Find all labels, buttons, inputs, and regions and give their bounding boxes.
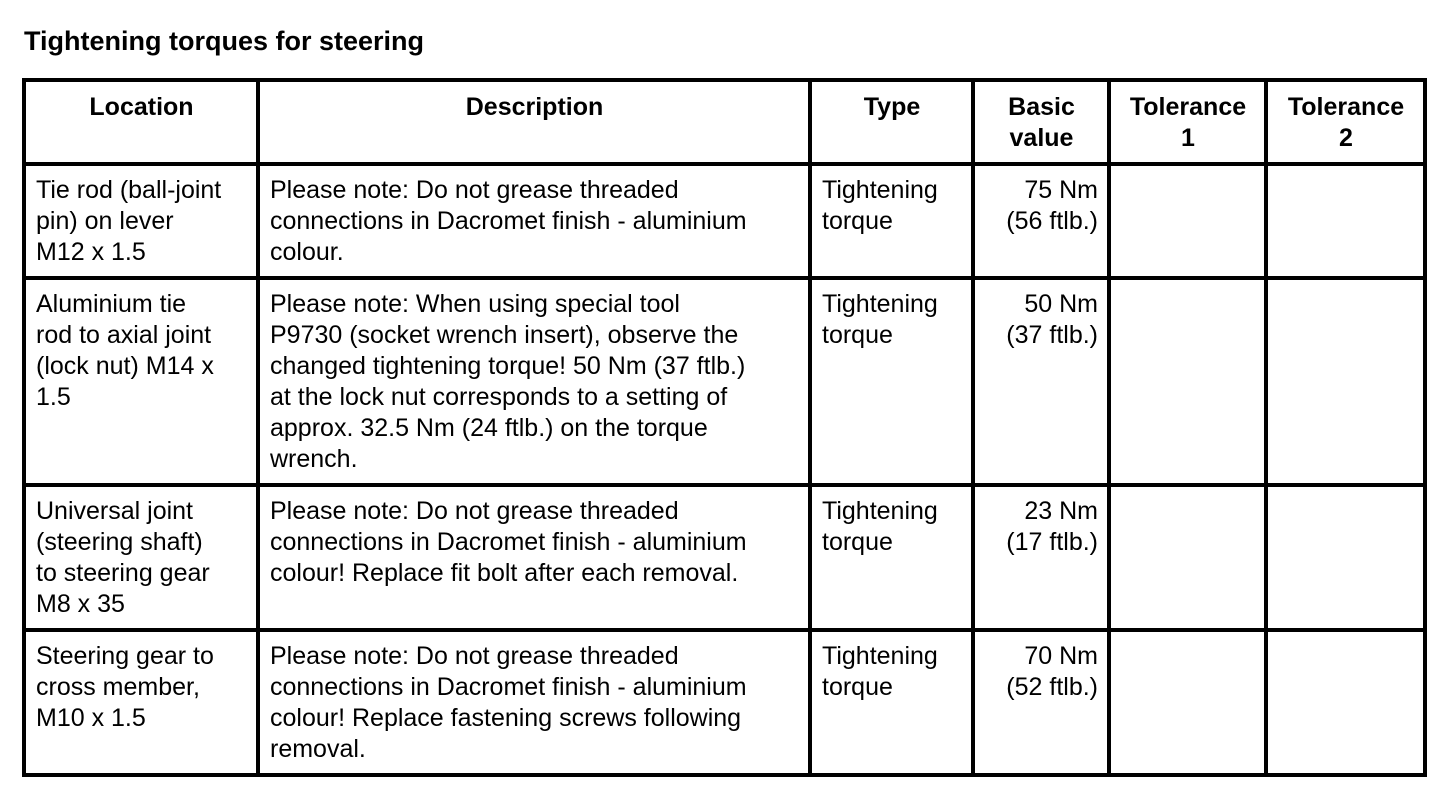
type-cell: Tightening torque	[810, 630, 973, 775]
header-basic-value: Basic value	[973, 80, 1109, 164]
type-cell: Tightening torque	[810, 485, 973, 630]
basic-value-cell: 50 Nm (37 ftlb.)	[973, 278, 1109, 485]
tolerance-2-cell	[1266, 278, 1425, 485]
basic-value-cell: 70 Nm (52 ftlb.)	[973, 630, 1109, 775]
location-cell: Aluminium tie rod to axial joint (lock nut) M14 x 1.5	[24, 278, 258, 485]
tolerance-2-cell	[1266, 630, 1425, 775]
type-cell: Tightening torque	[810, 164, 973, 278]
location-cell: Steering gear to cross member, M10 x 1.5	[24, 630, 258, 775]
tolerance-1-cell	[1109, 630, 1266, 775]
type-cell: Tightening torque	[810, 278, 973, 485]
torque-table	[22, 78, 1427, 777]
basic-value-cell: 23 Nm (17 ftlb.)	[973, 485, 1109, 630]
table-row	[24, 630, 1425, 775]
tolerance-2-cell	[1266, 485, 1425, 630]
tolerance-1-cell	[1109, 485, 1266, 630]
description-cell: Please note: When using special tool P9730 (socket wrench insert), observe the changed tightening torque! 50 Nm (37 ftlb.) at the lock nut corresponds to a setting of approx. 32.5 Nm (24 ftlb.) on the torque wrench.	[258, 278, 810, 485]
basic-value-cell: 75 Nm (56 ftlb.)	[973, 164, 1109, 278]
description-cell: Please note: Do not grease threaded connections in Dacromet finish - aluminium colour.	[258, 164, 810, 278]
page-title: Tightening torques for steering	[24, 26, 425, 56]
location-cell: Tie rod (ball-joint pin) on lever M12 x 1.5	[24, 164, 258, 278]
tolerance-2-cell	[1266, 164, 1425, 278]
description-cell: Please note: Do not grease threaded connections in Dacromet finish - aluminium colour! Replace fit bolt after each removal.	[258, 485, 810, 630]
table-row	[24, 278, 1425, 485]
header-type: Type	[810, 80, 973, 164]
tolerance-1-cell	[1109, 278, 1266, 485]
table-header-row	[24, 80, 1425, 164]
header-description: Description	[258, 80, 810, 164]
header-location: Location	[24, 80, 258, 164]
table-row	[24, 164, 1425, 278]
header-tolerance-2: Tolerance 2	[1266, 80, 1425, 164]
tolerance-1-cell	[1109, 164, 1266, 278]
header-tolerance-1: Tolerance 1	[1109, 80, 1266, 164]
location-cell: Universal joint (steering shaft) to steering gear M8 x 35	[24, 485, 258, 630]
description-cell: Please note: Do not grease threaded connections in Dacromet finish - aluminium colour! Replace fastening screws following removal.	[258, 630, 810, 775]
table-row	[24, 485, 1425, 630]
